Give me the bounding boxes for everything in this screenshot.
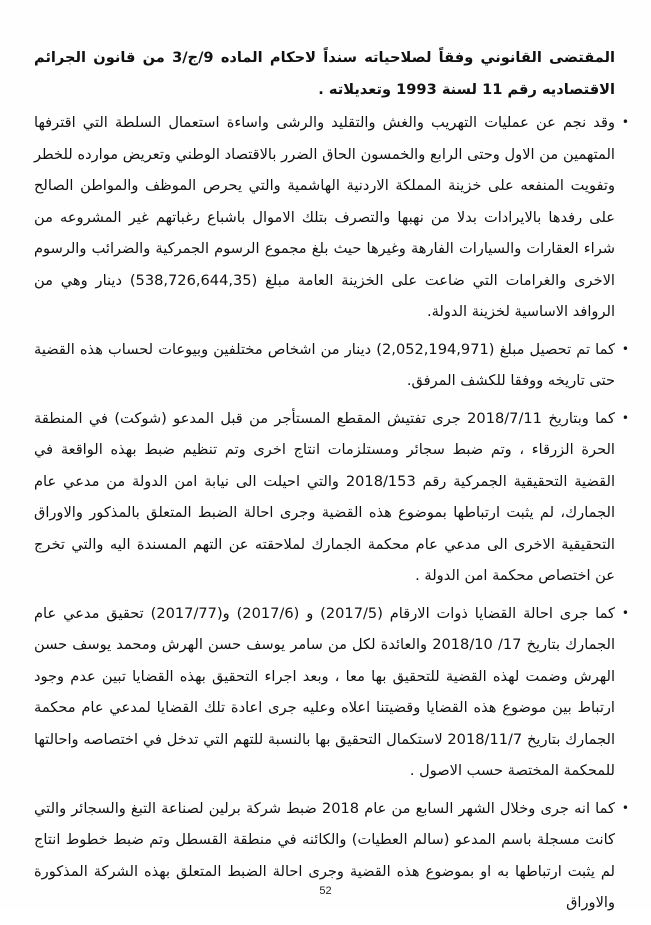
intro-paragraph: المقتضى القانوني وفقاً لصلاحياته سنداً لاحكام الماده 9/ج/3 من قانون الجرائم الاقتصاديه رقم 11 لسنة 1993 وتعديلاته .	[34, 49, 616, 98]
bullet-icon: •	[621, 341, 629, 356]
list-item	[34, 598, 629, 787]
list-item	[34, 793, 629, 919]
bullet-icon: •	[621, 605, 629, 620]
bullet-icon: •	[621, 800, 629, 815]
paragraph-list	[34, 107, 629, 919]
paragraph-text: كما وبتاريخ 2018/7/11 جرى تفتيش المقطع المستأجر من قبل المدعو (شوكت) في المنطقة الحرة الزرقاء ، وتم ضبط سجائر ومستلزمات انتاج اخرى وتم تنظيم ضبط بهذه الواقعة في القضية التحقيقية الجمركية رقم 2018/153 والتي احيلت الى نيابة امن الدولة من مدعي عام الجمارك، لم يثبت ارتباطها بموضوع هذه القضية وجرى احالة الضبط المتعلق بالمذكور والاوراق التحقيقية الاخرى الى مدعي عام محكمة الجمارك لملاحقته عن التهم المسندة اليه والتي تخرج عن اختصاص محكمة امن الدولة .	[34, 409, 615, 584]
paragraph-text: وقد نجم عن عمليات التهريب والغش والتقليد والرشى واساءة استعمال السلطة التي اقترفها المتهمين من الاول وحتى الرابع والخمسون الحاق الضرر بالاقتصاد الوطني وتعريض موارده للخطر وتفويت المنفعه على خزينة المملكة الاردنية الهاشمية والتي يحرص الموظف والمواطن الصالح على رفدها بالايرادات بدلا من نهبها والتصرف بتلك الاموال باشباع رغباتهم غير المشروعه من شراء العقارات والسيارات الفارهة وغيرها حيث بلغ مجموع الرسوم الجمركية والضرائب والرسوم الاخرى والغرامات التي ضاعت على الخزينة العامة مبلغ (538,726,644,35) دينار وهي من الروافد الاساسية لخزينة الدولة.	[34, 114, 615, 320]
list-item	[34, 334, 629, 397]
list-item	[34, 403, 629, 592]
page-number: 52	[319, 885, 332, 897]
paragraph-text: كما جرى احالة القضايا ذوات الارقام (2017/5) و (2017/6) و(2017/77) تحقيق مدعي عام الجمارك بتاريخ 17/ 2018/10 والعائدة لكل من سامر يوسف حسن الهرش ومحمد يوسف حسن الهرش وضمت لهذه القضية للتحقيق بها معا ، وبعد اجراء التحقيق بهذه القضايا تبين عدم وجود ارتباط بين موضوع هذه القضايا وقضيتنا اعلاه وعليه جرى اعادة تلك القضايا لمدعي عام محكمة الجمارك بتاريخ 2018/11/7 لاستكمال التحقيق بها بالنسبة للتهم التي تدخل في اختصاصه واحالتها للمحكمة المختصة حسب الاصول .	[34, 604, 616, 779]
paragraph-text: كما انه جرى وخلال الشهر السابع من عام 2018 ضبط شركة برلين لصناعة التبغ والسجائر والتي كانت مسجلة باسم المدعو (سالم العطيات) والكائنه في منطقة القسطل وتم ضبط خطوط انتاج لم يثبت ارتباطها به او بموضوع هذه القضية وجرى احالة الضبط المتعلق بهذه الشركة المذكورة والاوراق	[34, 799, 615, 911]
bullet-icon: •	[621, 410, 629, 425]
bullet-icon: •	[621, 115, 629, 129]
paragraph-text: كما تم تحصيل مبلغ (2,052,194,971) دينار من اشخاص مختلفين وبيوعات لحساب هذه القضية حتى تاريخه ووفقا للكشف المرفق.	[34, 340, 615, 389]
list-item	[34, 107, 629, 328]
document-body	[34, 42, 629, 925]
